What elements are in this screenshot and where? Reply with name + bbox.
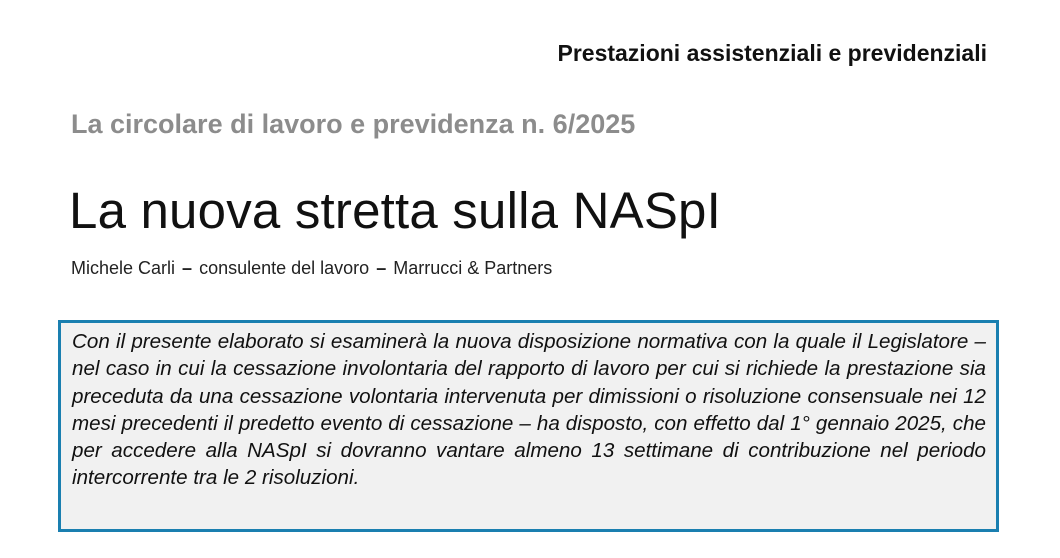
abstract-box [58,320,999,532]
article-title: La nuova stretta sulla NASpI [69,182,721,239]
byline-separator: – [376,258,387,278]
section-header: Prestazioni assistenziali e previdenziali [557,40,987,66]
series-title: La circolare di lavoro e previdenza n. 6/2025 [71,109,636,139]
abstract-text: Con il presente elaborato si esaminerà la nuova disposizione normativa con la quale il Legislatore – nel caso in cui la cessazione involontaria del rapporto di lavoro per cui si richiede la prestazione sia preceduta da una cessazione volontaria intervenuta per dimissioni o risoluzione consensuale nei 12 mesi precedenti il predetto evento di cessazione – ha disposto, con effetto dal 1° gennaio 2025, che per accedere alla NASpI si dovranno vantare almeno 13 settimane di contribuzione nel periodo intercorrente tra le 2 risoluzioni. [72,330,986,490]
byline-separator: – [182,258,193,278]
author-firm: Marrucci & Partners [393,258,553,278]
author-name: Michele Carli [71,258,176,278]
author-role: consulente del lavoro [199,258,370,278]
byline [71,258,552,279]
